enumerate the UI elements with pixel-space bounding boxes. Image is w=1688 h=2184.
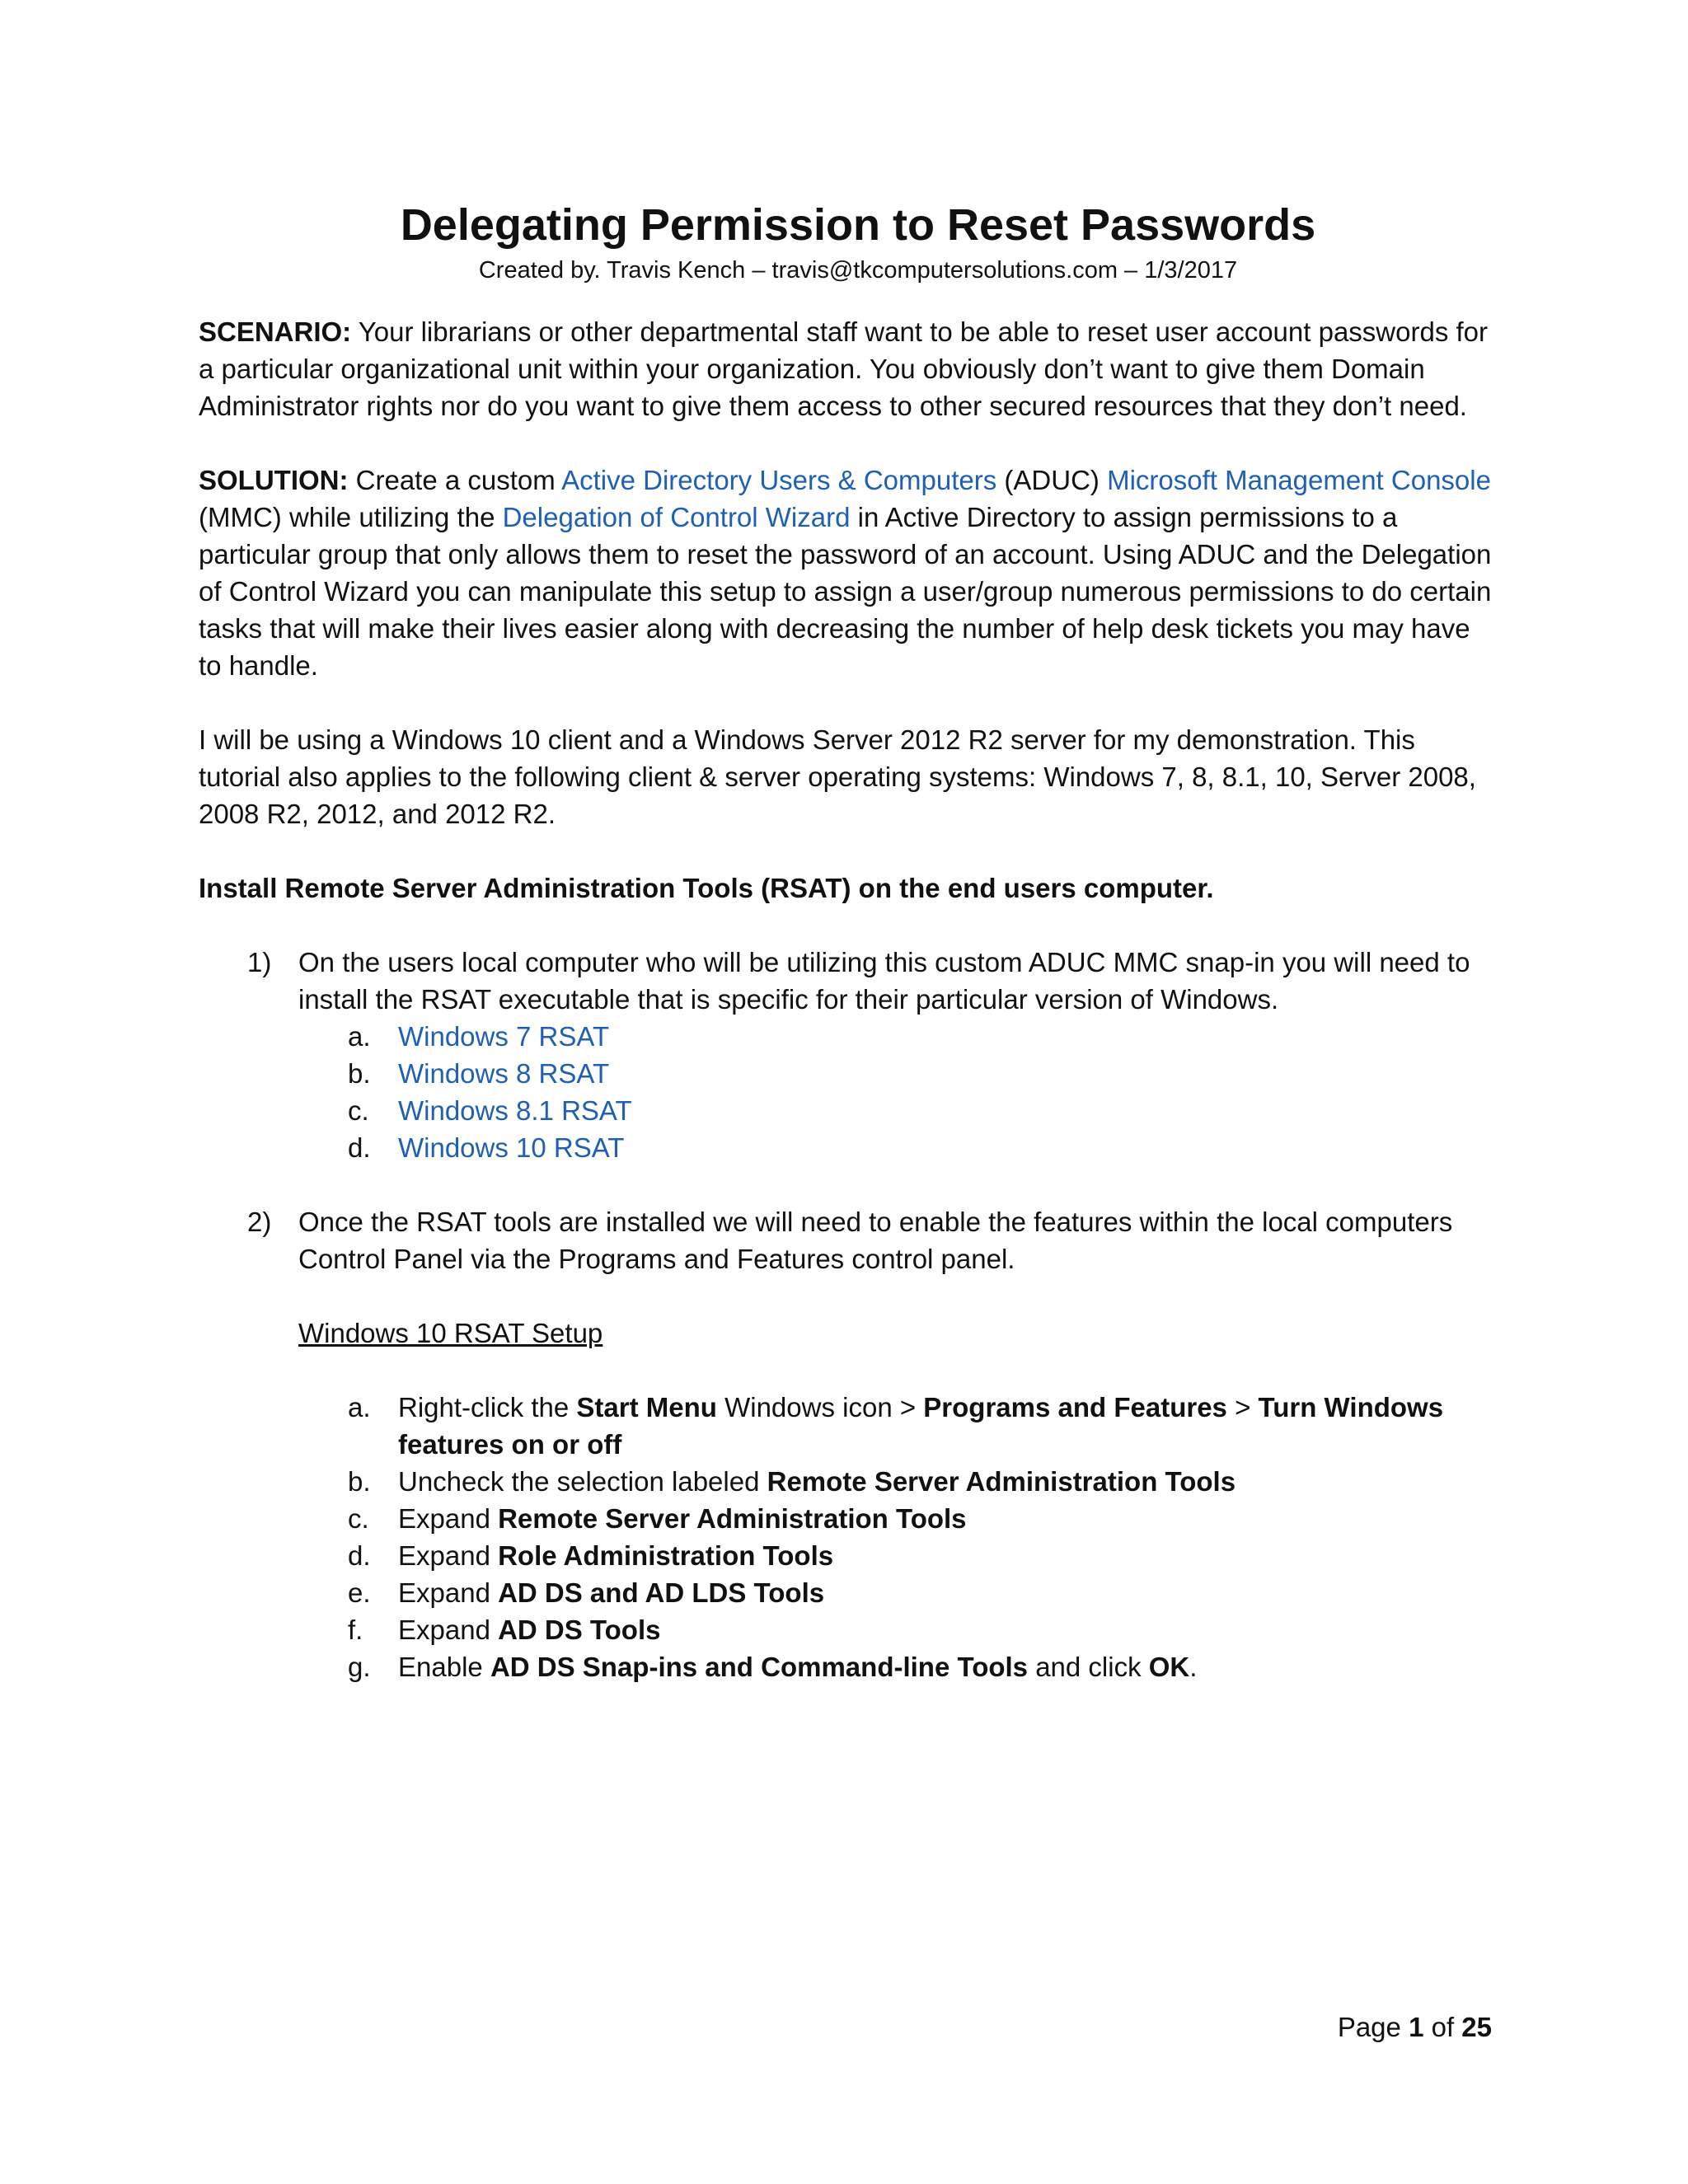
solution-paragraph — [199, 462, 1493, 684]
list-letter: a. — [348, 1021, 371, 1052]
setup-steps-list — [298, 1389, 1493, 1685]
step-number: 1) — [247, 947, 272, 977]
solution-label: SOLUTION: — [199, 465, 349, 495]
list-letter: c. — [348, 1503, 369, 1534]
list-letter: c. — [348, 1095, 369, 1126]
list-item — [298, 1463, 1493, 1500]
page-label: Page — [1337, 2012, 1409, 2042]
windows-10-rsat-setup-subheading: Windows 10 RSAT Setup — [298, 1318, 603, 1348]
solution-text: (ADUC) — [996, 465, 1108, 495]
step-1-text: On the users local computer who will be utilizing this custom ADUC MMC snap-in you will need to install the RSAT executable that is specific for their particular version of Windows. — [298, 947, 1470, 1015]
page-footer — [1338, 2008, 1492, 2046]
scenario-label: SCENARIO: — [199, 316, 352, 347]
page-of-label: of — [1423, 2012, 1462, 2042]
list-item — [298, 1389, 1493, 1463]
intro-paragraph: I will be using a Windows 10 client and a Windows Server 2012 R2 server for my demonstration. This tutorial also applies to the following client & server operating systems: Windows 7, 8, 8.1, 10, Server 2008, 2008 R2, 2012, and 2012 R2. — [199, 724, 1476, 829]
solution-text: (MMC) while utilizing the — [199, 502, 503, 532]
list-item — [298, 1648, 1493, 1685]
scenario-text: Your librarians or other departmental staff want to be able to reset user account passwords for a particular organizational unit within your organization. You obviously don’t want to give them Domain Administrator rights nor do you want to give them access to other secured resources that they don’t need. — [199, 316, 1489, 421]
rsat-heading: Install Remote Server Administration Tools (RSAT) on the end users computer. — [199, 873, 1214, 903]
step-text: Right-click the — [398, 1392, 577, 1422]
aduc-link[interactable]: Active Directory Users & Computers — [561, 465, 997, 495]
list-item — [298, 1018, 1493, 1055]
list-letter: g. — [348, 1652, 371, 1682]
step-bold: Remote Server Administration Tools — [498, 1503, 967, 1534]
list-item — [298, 1129, 1493, 1166]
rsat-links-list — [298, 1018, 1493, 1166]
windows-81-rsat-link[interactable]: Windows 8.1 RSAT — [398, 1095, 632, 1126]
step-1 — [199, 944, 1493, 1166]
step-text: Uncheck the selection labeled — [398, 1466, 767, 1497]
step-text: Windows icon > — [716, 1392, 924, 1422]
mmc-link[interactable]: Microsoft Management Console — [1107, 465, 1491, 495]
list-item — [298, 1092, 1493, 1129]
step-bold: AD DS and AD LDS Tools — [498, 1577, 825, 1608]
step-bold: Turn Windows features on or off — [398, 1392, 1444, 1460]
step-bold: Role Administration Tools — [498, 1540, 834, 1571]
list-letter: a. — [348, 1392, 371, 1422]
step-bold: Remote Server Administration Tools — [767, 1466, 1236, 1497]
step-text: Enable — [398, 1652, 490, 1682]
step-text: and click — [1028, 1652, 1149, 1682]
step-bold: OK — [1148, 1652, 1190, 1682]
list-item — [298, 1611, 1493, 1648]
windows-7-rsat-link[interactable]: Windows 7 RSAT — [398, 1021, 610, 1052]
windows-8-rsat-link[interactable]: Windows 8 RSAT — [398, 1058, 610, 1089]
scenario-paragraph — [199, 313, 1493, 424]
step-text: . — [1189, 1652, 1198, 1682]
step-text: Expand — [398, 1503, 499, 1534]
step-bold: Start Menu — [576, 1392, 717, 1422]
list-item — [298, 1574, 1493, 1611]
document-title: Delegating Permission to Reset Passwords — [400, 200, 1316, 250]
step-bold: AD DS Snap-ins and Command-line Tools — [490, 1652, 1029, 1682]
step-number: 2) — [247, 1207, 272, 1237]
solution-text: in Active Directory to assign permissions to a particular group that only allows them to reset the password of an account. Using ADUC and the Delegation of Control Wizard you can manipulate this setup to assign a user/group numerous permissions to do certain tasks that will make their lives easier along with decreasing the number of help desk tickets you may have to handle. — [199, 502, 1492, 681]
list-item — [298, 1500, 1493, 1537]
step-bold: AD DS Tools — [498, 1615, 661, 1645]
list-letter: b. — [348, 1058, 371, 1089]
document-byline: Created by. Travis Kench – travis@tkcomputersolutions.com – 1/3/2017 — [478, 257, 1238, 284]
current-page-number: 1 — [1409, 2012, 1424, 2042]
delegation-wizard-link[interactable]: Delegation of Control Wizard — [502, 502, 851, 532]
list-letter: d. — [348, 1132, 371, 1163]
step-text: Expand — [398, 1615, 499, 1645]
steps-list — [199, 944, 1493, 1685]
step-2 — [199, 1203, 1493, 1685]
windows-10-rsat-link[interactable]: Windows 10 RSAT — [398, 1132, 625, 1163]
list-letter: b. — [348, 1466, 371, 1497]
step-bold: Programs and Features — [923, 1392, 1227, 1422]
list-item — [298, 1537, 1493, 1574]
list-letter: d. — [348, 1540, 371, 1571]
total-pages-number: 25 — [1461, 2012, 1492, 2042]
document-body — [199, 196, 1493, 1722]
list-letter: f. — [348, 1615, 363, 1645]
list-item — [298, 1055, 1493, 1092]
step-2-text: Once the RSAT tools are installed we will need to enable the features within the local computers Control Panel via the Programs and Features control panel. — [298, 1207, 1453, 1274]
solution-text: Create a custom — [348, 465, 562, 495]
list-letter: e. — [348, 1577, 371, 1608]
step-text: > — [1226, 1392, 1259, 1422]
step-text: Expand — [398, 1577, 499, 1608]
step-text: Expand — [398, 1540, 499, 1571]
